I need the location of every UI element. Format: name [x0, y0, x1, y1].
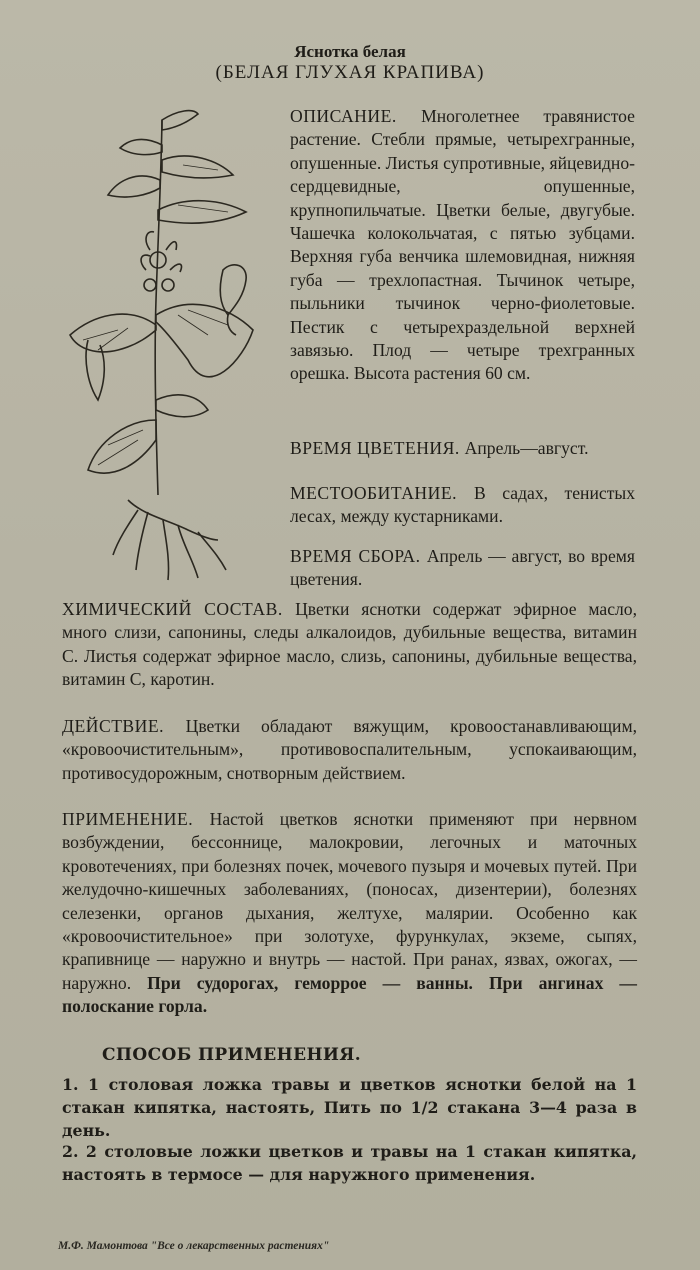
plant-drawing-icon — [58, 100, 258, 600]
habitat-heading: МЕСТООБИТАНИЕ. — [290, 483, 475, 503]
application-paragraph — [62, 808, 637, 1019]
flowering-heading: ВРЕМЯ ЦВЕТЕНИЯ. — [290, 438, 465, 458]
action-text: Цветки обладают вяжущим, кровоостанавливающим, «кровоочистительным», противовоспалительным, успокаивающим, противосудорожным, снотворным действием. — [62, 716, 638, 783]
title-line-2: (БЕЛАЯ ГЛУХАЯ КРАПИВА) — [215, 62, 485, 84]
chemistry-text: Цветки яснотки содержат эфирное масло, много слизи, сапонины, следы алкалоидов, дубильные вещества, витамин С. Листья содержат эфирное масло, слизь, сапонины, дубильные вещества, витамин С, каротин. — [62, 599, 637, 690]
collection-text: Апрель — август, во время цветения. — [290, 546, 635, 590]
method-item-2 — [62, 1140, 637, 1186]
application-text: Настой цветков яснотки применяют при нервном возбуждении, бессоннице, малокровии, легочных и маточных кровотечениях, при болезнях почек, мочевого пузыря и мочевых путей. При желудочно-кишечных заболеваниях, (поносах, дизентерии), болезнях селезенки, органов дыхания, желтухе, малярии. Особенно как «кровоочистительное» при золотухе, фурункулах, экземе, сыпях, крапивнице — наружно и внутрь — настой. При ранах, язвах, ожогах, — наружно. — [62, 809, 637, 993]
chemistry-paragraph — [62, 598, 637, 692]
flowering-paragraph — [290, 437, 635, 460]
method-item-1-text: 1. 1 столовая ложка травы и цветков яснотки белой на 1 стакан кипятка, настоять, Пить по 1/2 стакана 3—4 раза в день. — [62, 1075, 637, 1140]
method-heading: СПОСОБ ПРИМЕНЕНИЯ. — [102, 1045, 362, 1065]
method-item-2-text: 2. 2 столовые ложки цветков и травы на 1 стакан кипятка, настоять в термосе — для наружного применения. — [62, 1142, 637, 1184]
habitat-paragraph — [290, 482, 635, 529]
description-heading: ОПИСАНИЕ. — [290, 106, 422, 126]
collection-heading: ВРЕМЯ СБОРА. — [290, 546, 427, 566]
application-heading: ПРИМЕНЕНИЕ. — [62, 809, 210, 829]
source-credit: М.Ф. Мамонтова "Все о лекарственных растениях" — [58, 1240, 330, 1252]
action-paragraph — [62, 715, 637, 785]
description-text: Многолетнее травянистое растение. Стебли прямые, четырехгранные, опушенные. Листья супротивные, яйцевидно-сердцевидные, опушенные, крупнопильчатые. Цветки белые, двугубые. Чашечка колокольчатая, с пятью зубцами. Верхняя губа венчика шлемовидная, нижняя губа — трехлопастная. Тычинок четыре, пыльники тычинок черно-фиолетовые. Пестик с четырехраздельной верхней завязью. Плод — четыре трехгранных орешка. Высота растения 60 см. — [290, 106, 635, 384]
method-item-1 — [62, 1073, 637, 1142]
flowering-text: Апрель—август. — [464, 438, 589, 458]
action-heading: ДЕЙСТВИЕ. — [62, 716, 186, 736]
page-title — [170, 42, 530, 85]
collection-paragraph — [290, 545, 635, 592]
application-text-bold: При судорогах, геморрое — ванны. При ангинах — полоскание горла. — [62, 972, 637, 1017]
title-line-1: Яснотка белая — [294, 42, 406, 61]
description-paragraph — [290, 105, 635, 386]
habitat-text: В садах, тенистых лесах, между кустарниками. — [290, 483, 635, 527]
chemistry-heading: ХИМИЧЕСКИЙ СОСТАВ. — [62, 599, 296, 619]
